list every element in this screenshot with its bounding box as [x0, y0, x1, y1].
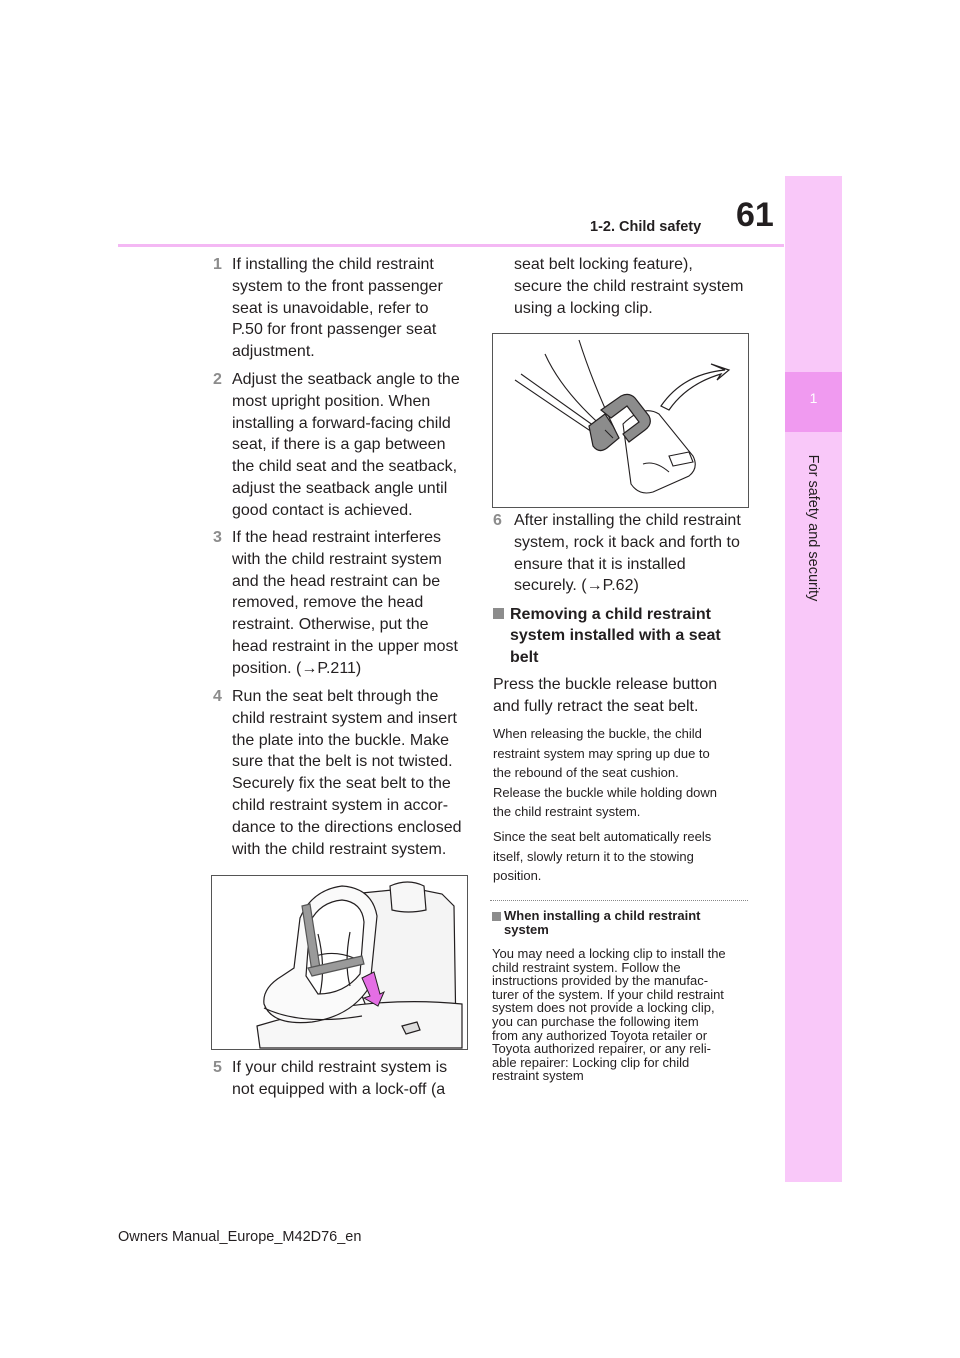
step-1-line: system to the front passenger [232, 277, 443, 295]
header-rule [118, 244, 784, 247]
step-1-line: adjustment. [232, 343, 315, 361]
heading-square-icon [493, 608, 504, 619]
step-2-line: Adjust the seatback angle to the [232, 371, 460, 388]
step-1-line: If installing the child restraint [232, 256, 434, 273]
chapter-title: For safety and security [805, 454, 821, 602]
step-2-line: seat, if there is a gap between [232, 436, 446, 454]
removing-body-line: Press the buckle release button [493, 676, 718, 693]
stowing-note-line: position. [493, 868, 542, 884]
note-body-line: restraint system [492, 1068, 584, 1084]
step-5-cont-line: using a locking clip. [514, 299, 653, 317]
step-3-line: restraint. Otherwise, put the [232, 616, 429, 634]
removing-heading-line: Removing a child restraint [510, 606, 711, 623]
step-2-line: the child seat and the seatback, [232, 458, 458, 476]
locking-clip-illustration [493, 334, 748, 507]
step-4-line: child restraint system in accor- [232, 797, 449, 814]
step-4-line: with the child restraint system. [232, 840, 447, 858]
step-3-line: If the head restraint interferes [232, 529, 441, 546]
step-5-cont-line: secure the child restraint system [514, 277, 744, 295]
step-2-line: adjust the seatback angle until [232, 480, 448, 497]
note-body-line: instructions provided by the manufac- [492, 973, 709, 989]
note-body-line: child restraint system. Follow the [492, 959, 681, 975]
step-6-line: system, rock it back and forth to [514, 533, 740, 551]
step-4-line: dance to the directions enclosed [232, 818, 462, 836]
release-note-line: Release the buckle while holding down [493, 784, 718, 800]
step-2-line: good contact is achieved. [232, 501, 413, 519]
step-number: 5 [213, 1059, 222, 1076]
stowing-note-line: Since the seat belt automatically reels [493, 829, 712, 844]
step-4-line: child restraint system and insert [232, 709, 457, 727]
step-5-line: not equipped with a lock-off (a [232, 1080, 446, 1098]
step-2-line: installing a forward-facing child [232, 414, 451, 432]
step-number: 1 [213, 256, 222, 273]
release-note-line: When releasing the buckle, the child [493, 726, 702, 741]
section-title: 1-2. Child safety [590, 219, 702, 235]
chapter-number: 1 [809, 390, 818, 406]
child-seat-figure [211, 875, 468, 1050]
step-4-line: Run the seat belt through the [232, 688, 439, 705]
step-6-line: securely. (→P.62) [514, 577, 639, 595]
step-2-line: most upright position. When [232, 392, 431, 410]
removing-body-line: and fully retract the seat belt. [493, 697, 699, 715]
note-body-line: You may need a locking clip to install the [492, 946, 726, 961]
release-note-line: the rebound of the seat cushion. [493, 765, 679, 781]
note-square-icon [492, 912, 501, 921]
step-5-cont-line: seat belt locking feature), [514, 256, 693, 273]
step-1-line: seat is unavoidable, refer to [232, 299, 429, 317]
note-body-line: from any authorized Toyota retailer or [492, 1027, 708, 1043]
step-6-line: ensure that it is installed [514, 555, 686, 573]
step-4-line: Securely fix the seat belt to the [232, 775, 451, 793]
note-body-line: turer of the system. If your child restraint [492, 986, 724, 1002]
curved-arrow-icon [661, 364, 729, 410]
step-4-line: the plate into the buckle. Make [232, 731, 450, 749]
note-body-line: able repairer: Locking clip for child [492, 1054, 690, 1070]
step-3-line: removed, remove the head [232, 594, 424, 612]
note-heading-line: system [504, 921, 549, 937]
chapter-side-tab [785, 176, 842, 1182]
footer-document-id: Owners Manual_Europe_M42D76_en [118, 1229, 362, 1245]
note-divider [490, 900, 748, 901]
note-heading-line: When installing a child restraint [504, 908, 701, 923]
locking-clip-figure [492, 333, 749, 508]
step-1-line: P.50 for front passenger seat [232, 321, 437, 339]
stowing-note-line: itself, slowly return it to the stowing [493, 848, 694, 864]
step-5-line: If your child restraint system is [232, 1059, 448, 1076]
removing-heading-line: system installed with a seat [510, 627, 721, 645]
removing-heading-line: belt [510, 648, 539, 666]
step-6-line: After installing the child restraint [514, 512, 741, 529]
page-number: 61 [736, 196, 774, 234]
step-4-line: sure that the belt is not twisted. [232, 753, 453, 771]
release-note-line: the child restraint system. [493, 804, 641, 820]
note-body-line: Toyota authorized repairer, or any reli- [492, 1041, 711, 1057]
note-body-line: system does not provide a locking clip, [492, 1000, 715, 1016]
step-3-line: and the head restraint can be [232, 572, 441, 590]
step-3-line: with the child restraint system [232, 550, 442, 568]
release-note-line: restraint system may spring up due to [493, 745, 710, 761]
step-number: 6 [493, 512, 502, 529]
note-body-line: you can purchase the following item [492, 1014, 699, 1029]
step-number: 4 [213, 688, 222, 705]
step-number: 2 [213, 371, 222, 388]
step-3-line: head restraint in the upper most [232, 638, 458, 655]
child-seat-illustration [212, 876, 467, 1049]
step-3-line: position. (→P.211) [232, 659, 362, 677]
step-number: 3 [213, 529, 222, 546]
